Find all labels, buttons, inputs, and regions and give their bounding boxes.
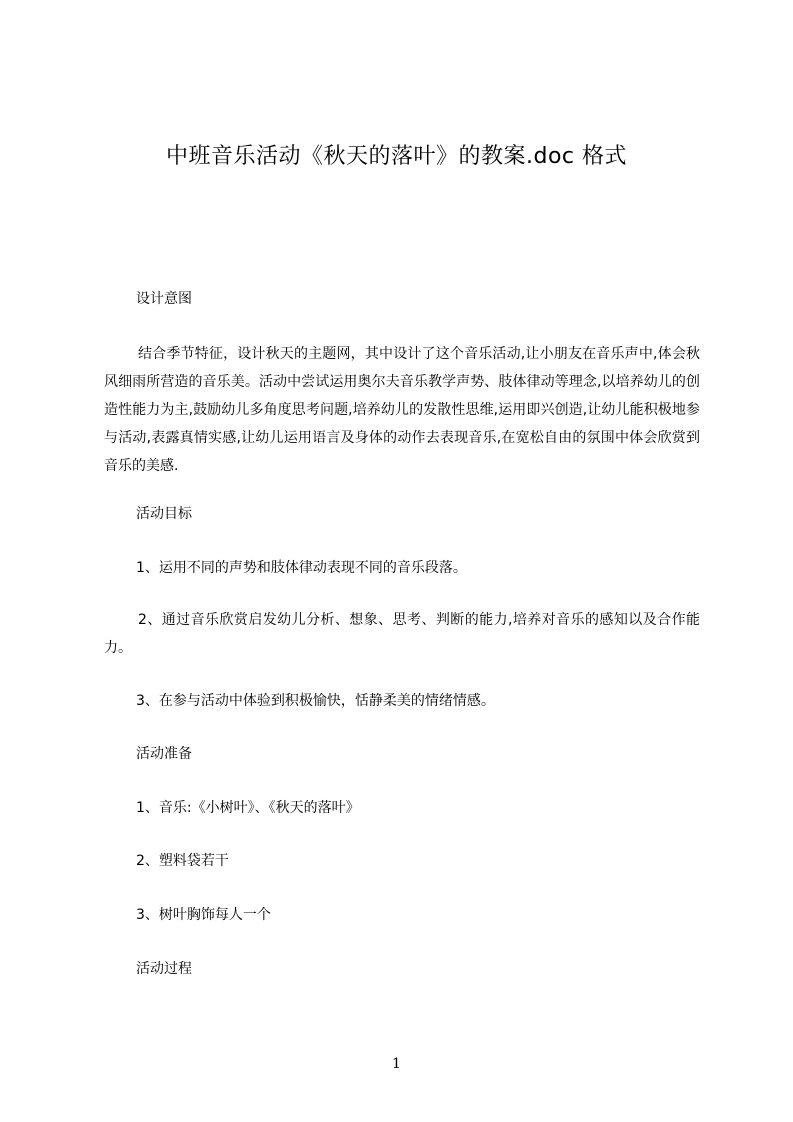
heading-design-intent: 设计意图 (136, 291, 192, 307)
prep-item-3: 3、树叶胸饰每人一个 (136, 907, 271, 923)
page-number: 1 (392, 1056, 401, 1072)
prep-item-2: 2、塑料袋若干 (136, 853, 229, 869)
goal-item-2: 2、通过音乐欣赏启发幼儿分析、想象、思考、判断的能力,培养对音乐的感知以及合作能力。 (104, 612, 700, 656)
goal-item-3: 3、在参与活动中体验到积极愉快，恬静柔美的情绪情感。 (136, 693, 495, 709)
goal-item-1: 1、运用不同的声势和肢体律动表现不同的音乐段落。 (136, 560, 467, 576)
heading-activity-goals: 活动目标 (136, 506, 192, 522)
document-title: 中班音乐活动《秋天的落叶》的教案.doc 格式 (165, 144, 627, 169)
heading-activity-process: 活动过程 (136, 961, 192, 977)
prep-item-1: 1、音乐:《小树叶》、《秋天的落叶》 (136, 800, 360, 816)
heading-activity-prep: 活动准备 (136, 746, 192, 762)
paragraph-design-intent: 结合季节特征，设计秋天的主题网，其中设计了这个音乐活动,让小朋友在音乐声中,体会秋风细雨所营造的音乐美。活动中尝试运用奥尔夫音乐教学声势、肢体律动等理念,以培养幼儿的创造性能力为主,鼓励幼儿多角度思考问题,培养幼儿的发散性思维,运用即兴创造,让幼儿能积极地参与活动,表露真情实感,让幼儿运用语言及身体的动作去表现音乐,在宽松自由的氛围中体会欣赏到音乐的美感. (104, 346, 700, 474)
